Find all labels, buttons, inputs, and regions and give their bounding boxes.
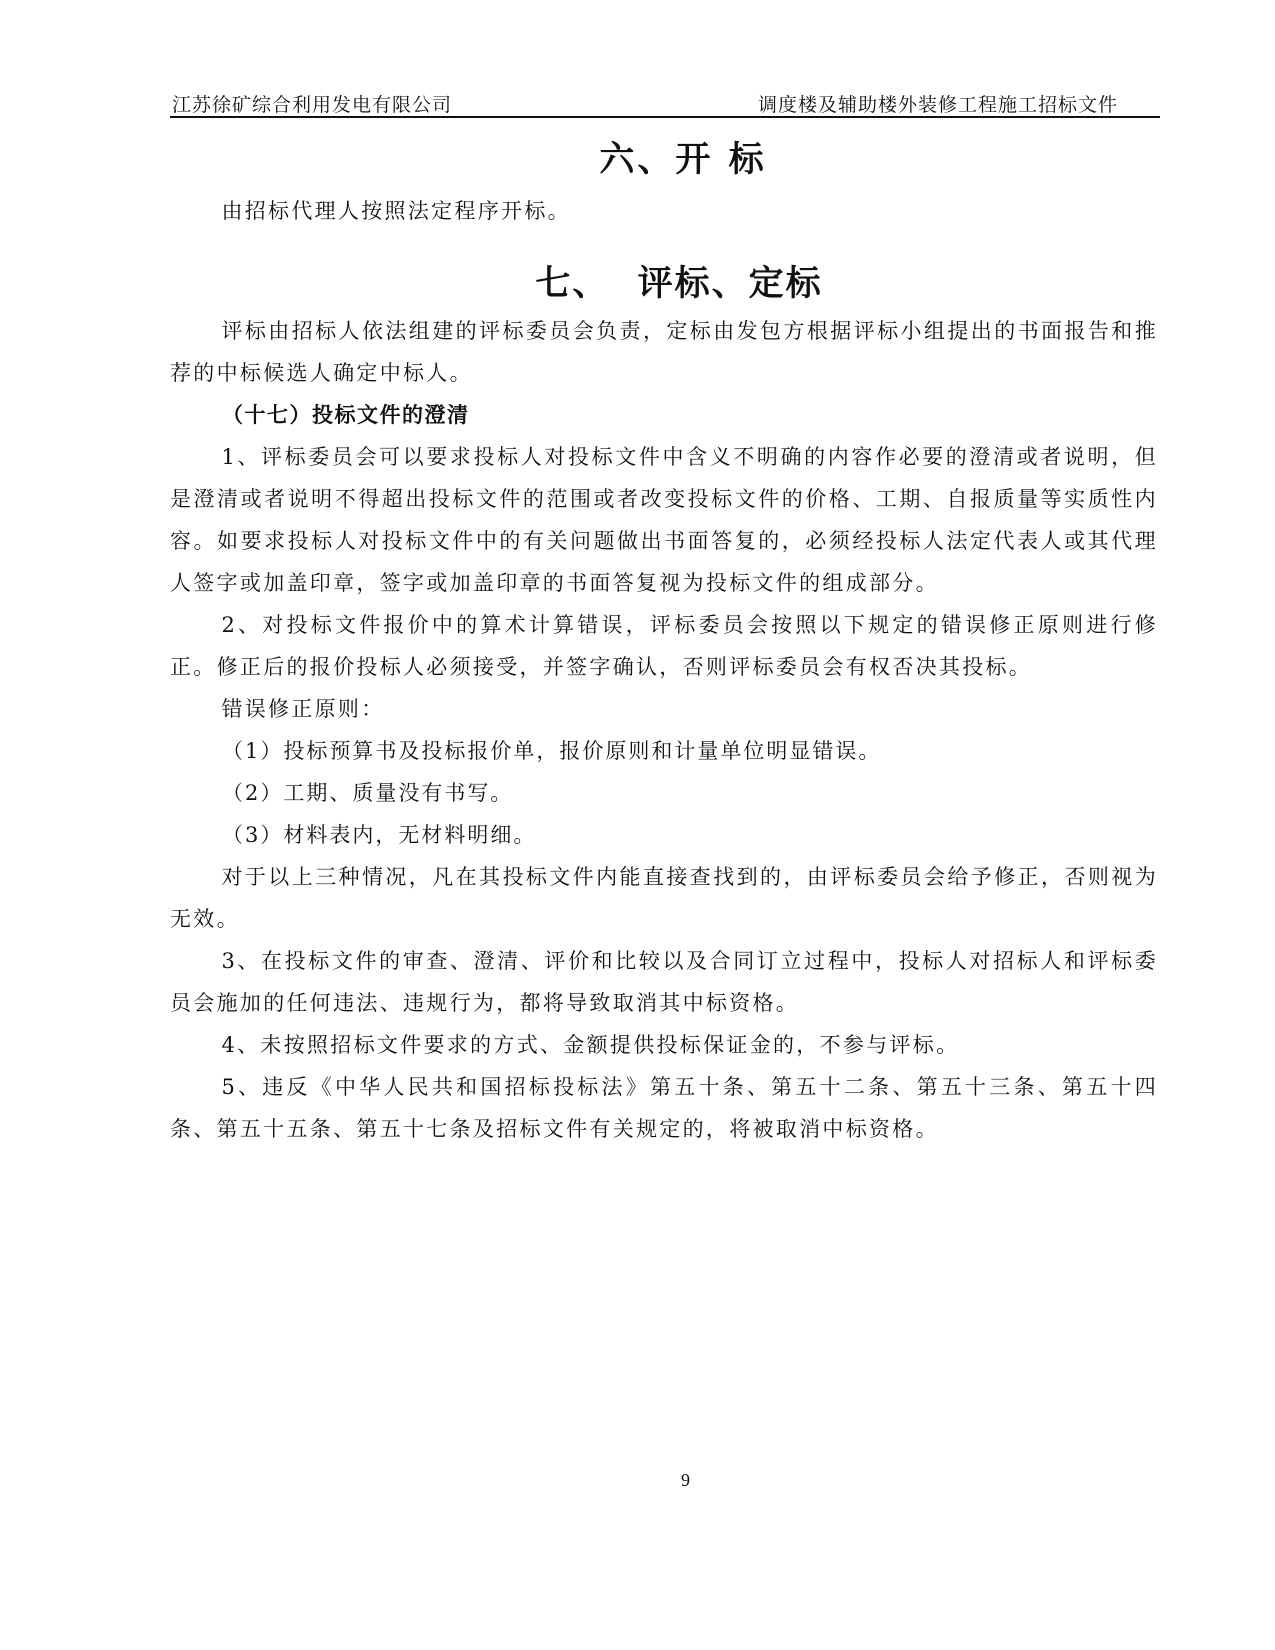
page-number: 9 — [681, 1470, 690, 1490]
header-company: 江苏徐矿综合利用发电有限公司 — [172, 94, 453, 116]
paragraph-3: 3、在投标文件的审查、澄清、评价和比较以及合同订立过程中，投标人对招标人和评标委员会施加的任何违法、违规行为，都将导致取消其中标资格。 — [170, 949, 1158, 1015]
page-header — [170, 84, 1160, 118]
header-document-title: 调度楼及辅助楼外装修工程施工招标文件 — [757, 94, 1118, 116]
rule-item-1: （1）投标预算书及投标报价单，报价原则和计量单位明显错误。 — [222, 739, 882, 763]
section-7-intro: 评标由招标人依法组建的评标委员会负责，定标由发包方根据评标小组提出的书面报告和推荐的中标候选人确定中标人。 — [170, 319, 1158, 385]
paragraph-5: 5、违反《中华人民共和国招标投标法》第五十条、第五十二条、第五十三条、第五十四条、第五十五条、第五十七条及招标文件有关规定的，将被取消中标资格。 — [170, 1075, 1158, 1141]
rule-item-3: （3）材料表内，无材料明细。 — [222, 823, 537, 847]
rule-item-2: （2）工期、质量没有书写。 — [222, 781, 514, 805]
rules-conclusion: 对于以上三种情况，凡在其投标文件内能直接查找到的，由评标委员会给予修正，否则视为无效。 — [170, 865, 1158, 931]
section-7-title: 七、 评标、定标 — [535, 263, 823, 304]
paragraph-4: 4、未按照招标文件要求的方式、金额提供投标保证金的，不参与评标。 — [221, 1033, 960, 1057]
subsection-heading: （十七）投标文件的澄清 — [222, 402, 470, 427]
section-6-body: 由招标代理人按照法定程序开标。 — [221, 199, 571, 223]
paragraph-1: 1、评标委员会可以要求投标人对投标文件中含义不明确的内容作必要的澄清或者说明，但是澄清或者说明不得超出投标文件的范围或者改变投标文件的价格、工期、自报质量等实质性内容。如要求投标人对投标文件中的有关问题做出书面答复的，必须经投标人法定代表人或其代理人签字或加盖印章，签字或加盖印章的书面答复视为投标文件的组成部分。 — [170, 445, 1158, 595]
section-6-title: 六、开 标 — [599, 139, 767, 180]
document-body — [170, 136, 1158, 1150]
paragraph-2: 2、对投标文件报价中的算术计算错误，评标委员会按照以下规定的错误修正原则进行修正。修正后的报价投标人必须接受，并签字确认，否则评标委员会有权否决其投标。 — [170, 613, 1158, 679]
rules-label: 错误修正原则： — [221, 697, 385, 721]
